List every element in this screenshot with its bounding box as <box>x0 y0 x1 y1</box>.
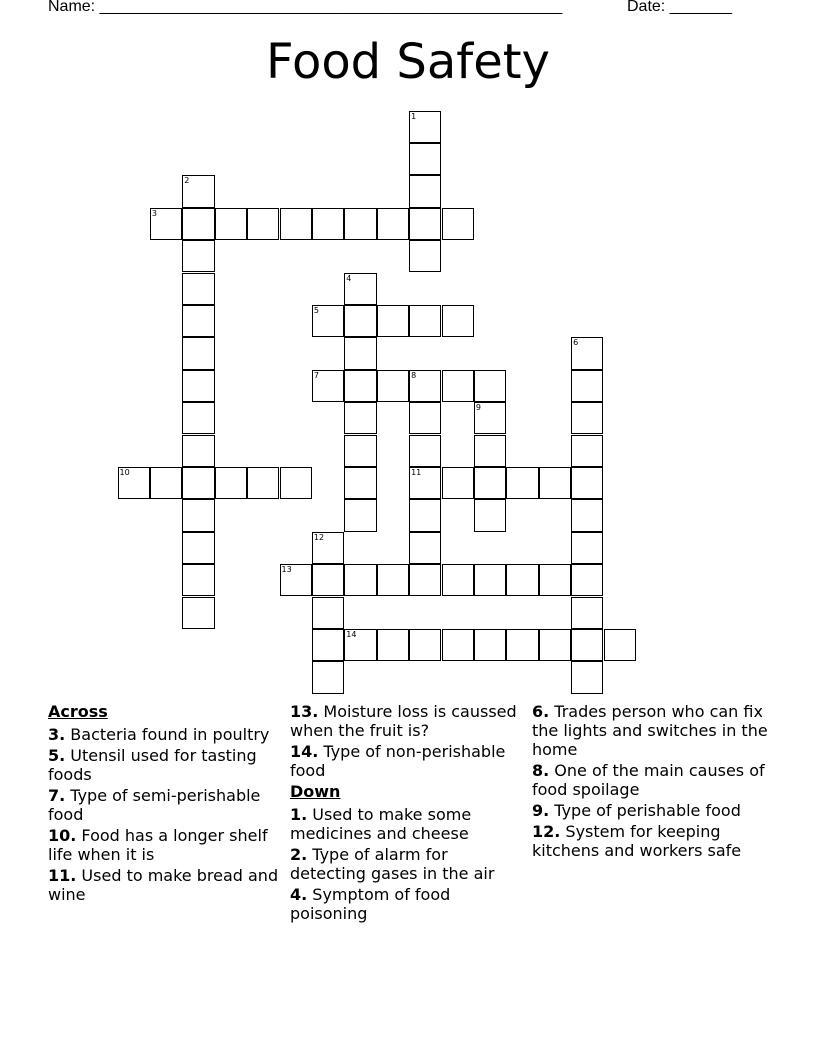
grid-cell[interactable] <box>442 370 474 402</box>
grid-cell[interactable] <box>312 564 344 596</box>
grid-cell[interactable] <box>377 305 409 337</box>
grid-cell[interactable] <box>506 629 538 661</box>
clue-text: Type of semi-perishable food <box>48 786 261 824</box>
grid-cell[interactable] <box>409 402 441 434</box>
grid-cell[interactable] <box>474 564 506 596</box>
grid-cell[interactable] <box>571 499 603 531</box>
grid-cell[interactable] <box>571 597 603 629</box>
grid-cell[interactable] <box>247 467 279 499</box>
grid-cell[interactable] <box>182 532 214 564</box>
grid-cell[interactable] <box>571 402 603 434</box>
clue-number: 8. <box>532 761 550 780</box>
grid-cell[interactable] <box>442 467 474 499</box>
grid-cell[interactable] <box>571 467 603 499</box>
clue-down-1 <box>290 805 528 843</box>
grid-cell[interactable] <box>182 402 214 434</box>
cell-number: 7 <box>313 370 319 380</box>
grid-cell[interactable] <box>409 208 441 240</box>
across-heading: Across <box>48 702 108 721</box>
date-field-label: Date: _______ <box>627 0 732 15</box>
clue-down-2 <box>290 845 528 883</box>
grid-cell[interactable] <box>344 499 376 531</box>
grid-cell[interactable] <box>312 370 344 402</box>
clue-text: Type of perishable food <box>549 801 741 820</box>
grid-cell[interactable] <box>474 370 506 402</box>
clues-column-3 <box>532 700 770 862</box>
grid-cell[interactable] <box>539 467 571 499</box>
name-field-label: Name: ____________________________________________________ <box>48 0 563 15</box>
grid-cell[interactable] <box>182 499 214 531</box>
clue-number: 12. <box>532 822 561 841</box>
clue-across-3 <box>48 725 286 744</box>
grid-cell[interactable] <box>474 467 506 499</box>
grid-cell[interactable] <box>409 499 441 531</box>
grid-cell[interactable] <box>344 305 376 337</box>
grid-cell[interactable] <box>377 208 409 240</box>
grid-cell[interactable] <box>344 337 376 369</box>
grid-cell[interactable] <box>182 435 214 467</box>
grid-cell[interactable] <box>312 629 344 661</box>
grid-cell[interactable] <box>474 435 506 467</box>
clue-number: 7. <box>48 786 66 805</box>
down-heading: Down <box>290 782 341 801</box>
grid-cell[interactable] <box>150 467 182 499</box>
cell-number: 6 <box>573 338 579 348</box>
grid-cell[interactable] <box>474 629 506 661</box>
clue-number: 4. <box>290 885 308 904</box>
grid-cell[interactable] <box>344 629 376 661</box>
clue-across-14 <box>290 742 528 780</box>
clue-number: 2. <box>290 845 308 864</box>
grid-cell[interactable] <box>182 273 214 305</box>
grid-cell[interactable] <box>442 208 474 240</box>
grid-cell[interactable] <box>571 629 603 661</box>
grid-cell[interactable] <box>344 273 376 305</box>
grid-cell[interactable] <box>571 370 603 402</box>
grid-cell[interactable] <box>409 111 441 143</box>
clue-number: 9. <box>532 801 550 820</box>
grid-cell[interactable] <box>182 337 214 369</box>
grid-cell[interactable] <box>182 305 214 337</box>
grid-cell[interactable] <box>344 208 376 240</box>
clue-across-7 <box>48 786 286 824</box>
clue-down-12 <box>532 822 770 860</box>
cell-number: 1 <box>411 111 417 121</box>
cell-number: 9 <box>475 403 481 413</box>
clue-text: Food has a longer shelf life when it is <box>48 826 268 864</box>
grid-cell[interactable] <box>571 337 603 369</box>
grid-cell[interactable] <box>182 208 214 240</box>
grid-cell[interactable] <box>539 564 571 596</box>
cell-number: 10 <box>119 467 130 477</box>
clues-column-1 <box>48 700 286 906</box>
grid-cell[interactable] <box>409 370 441 402</box>
clue-down-9 <box>532 801 770 820</box>
grid-cell[interactable] <box>506 467 538 499</box>
grid-cell[interactable] <box>280 208 312 240</box>
grid-cell[interactable] <box>182 240 214 272</box>
grid-cell[interactable] <box>377 370 409 402</box>
clue-across-11 <box>48 866 286 904</box>
clue-number: 14. <box>290 742 319 761</box>
clue-number: 5. <box>48 746 66 765</box>
grid-cell[interactable] <box>409 629 441 661</box>
clue-text: Type of non-perishable food <box>290 742 506 780</box>
grid-cell[interactable] <box>344 435 376 467</box>
grid-cell[interactable] <box>344 370 376 402</box>
grid-cell[interactable] <box>344 467 376 499</box>
clues-column-2 <box>290 700 528 925</box>
clue-down-4 <box>290 885 528 923</box>
grid-cell[interactable] <box>215 467 247 499</box>
cell-number: 12 <box>313 532 325 542</box>
grid-cell[interactable] <box>409 467 441 499</box>
grid-cell[interactable] <box>442 629 474 661</box>
grid-cell[interactable] <box>539 629 571 661</box>
grid-cell[interactable] <box>312 532 344 564</box>
grid-cell[interactable] <box>344 402 376 434</box>
grid-cell[interactable] <box>344 564 376 596</box>
clue-across-5 <box>48 746 286 784</box>
clue-number: 1. <box>290 805 308 824</box>
clue-across-10 <box>48 826 286 864</box>
cell-number: 4 <box>346 273 352 283</box>
clue-number: 3. <box>48 725 66 744</box>
clue-number: 11. <box>48 866 77 885</box>
cell-number: 11 <box>411 467 422 477</box>
grid-cell[interactable] <box>182 564 214 596</box>
cell-number: 3 <box>151 208 157 218</box>
grid-cell[interactable] <box>150 208 182 240</box>
clue-down-8 <box>532 761 770 799</box>
grid-cell[interactable] <box>474 402 506 434</box>
grid-cell[interactable] <box>118 467 150 499</box>
page-title: Food Safety <box>266 34 550 90</box>
clue-text: Used to make bread and wine <box>48 866 279 904</box>
grid-cell[interactable] <box>409 305 441 337</box>
grid-cell[interactable] <box>312 597 344 629</box>
grid-cell[interactable] <box>182 175 214 207</box>
grid-cell[interactable] <box>409 564 441 596</box>
clue-text: Utensil used for tasting foods <box>48 746 257 784</box>
grid-cell[interactable] <box>409 532 441 564</box>
clue-across-13 <box>290 702 528 740</box>
grid-cell[interactable] <box>377 629 409 661</box>
grid-cell[interactable] <box>182 597 214 629</box>
clue-text: Used to make some medicines and cheese <box>290 805 472 843</box>
grid-cell[interactable] <box>312 305 344 337</box>
grid-cell[interactable] <box>312 661 344 693</box>
clue-number: 6. <box>532 702 550 721</box>
clue-number: 10. <box>48 826 77 845</box>
cell-number: 5 <box>313 305 319 315</box>
grid-cell[interactable] <box>215 208 247 240</box>
grid-cell[interactable] <box>247 208 279 240</box>
clue-text: System for keeping kitchens and workers safe <box>532 822 742 860</box>
grid-cell[interactable] <box>474 499 506 531</box>
grid-cell[interactable] <box>312 208 344 240</box>
clue-text: Type of alarm for detecting gases in the air <box>290 845 495 883</box>
grid-cell[interactable] <box>280 564 312 596</box>
grid-cell[interactable] <box>571 532 603 564</box>
grid-cell[interactable] <box>409 435 441 467</box>
grid-cell[interactable] <box>571 435 603 467</box>
grid-cell[interactable] <box>442 564 474 596</box>
clue-text: One of the main causes of food spoilage <box>532 761 765 799</box>
cell-number: 14 <box>346 629 357 639</box>
clue-text: Bacteria found in poultry <box>65 725 270 744</box>
grid-cell[interactable] <box>604 629 636 661</box>
clue-down-6 <box>532 702 770 759</box>
grid-cell[interactable] <box>409 175 441 207</box>
grid-cell[interactable] <box>409 240 441 272</box>
grid-cell[interactable] <box>442 305 474 337</box>
clue-text: Moisture loss is caussed when the fruit is? <box>290 702 517 740</box>
clue-text: Symptom of food poisoning <box>290 885 451 923</box>
grid-cell[interactable] <box>571 564 603 596</box>
clue-text: Trades person who can fix the lights and switches in the home <box>532 702 768 759</box>
grid-cell[interactable] <box>377 564 409 596</box>
grid-cell[interactable] <box>506 564 538 596</box>
grid-cell[interactable] <box>280 467 312 499</box>
cell-number: 2 <box>184 176 190 186</box>
grid-cell[interactable] <box>571 661 603 693</box>
cell-number: 13 <box>281 565 292 575</box>
grid-cell[interactable] <box>182 467 214 499</box>
grid-cell[interactable] <box>409 143 441 175</box>
cell-number: 8 <box>411 370 417 380</box>
grid-cell[interactable] <box>182 370 214 402</box>
clue-number: 13. <box>290 702 319 721</box>
